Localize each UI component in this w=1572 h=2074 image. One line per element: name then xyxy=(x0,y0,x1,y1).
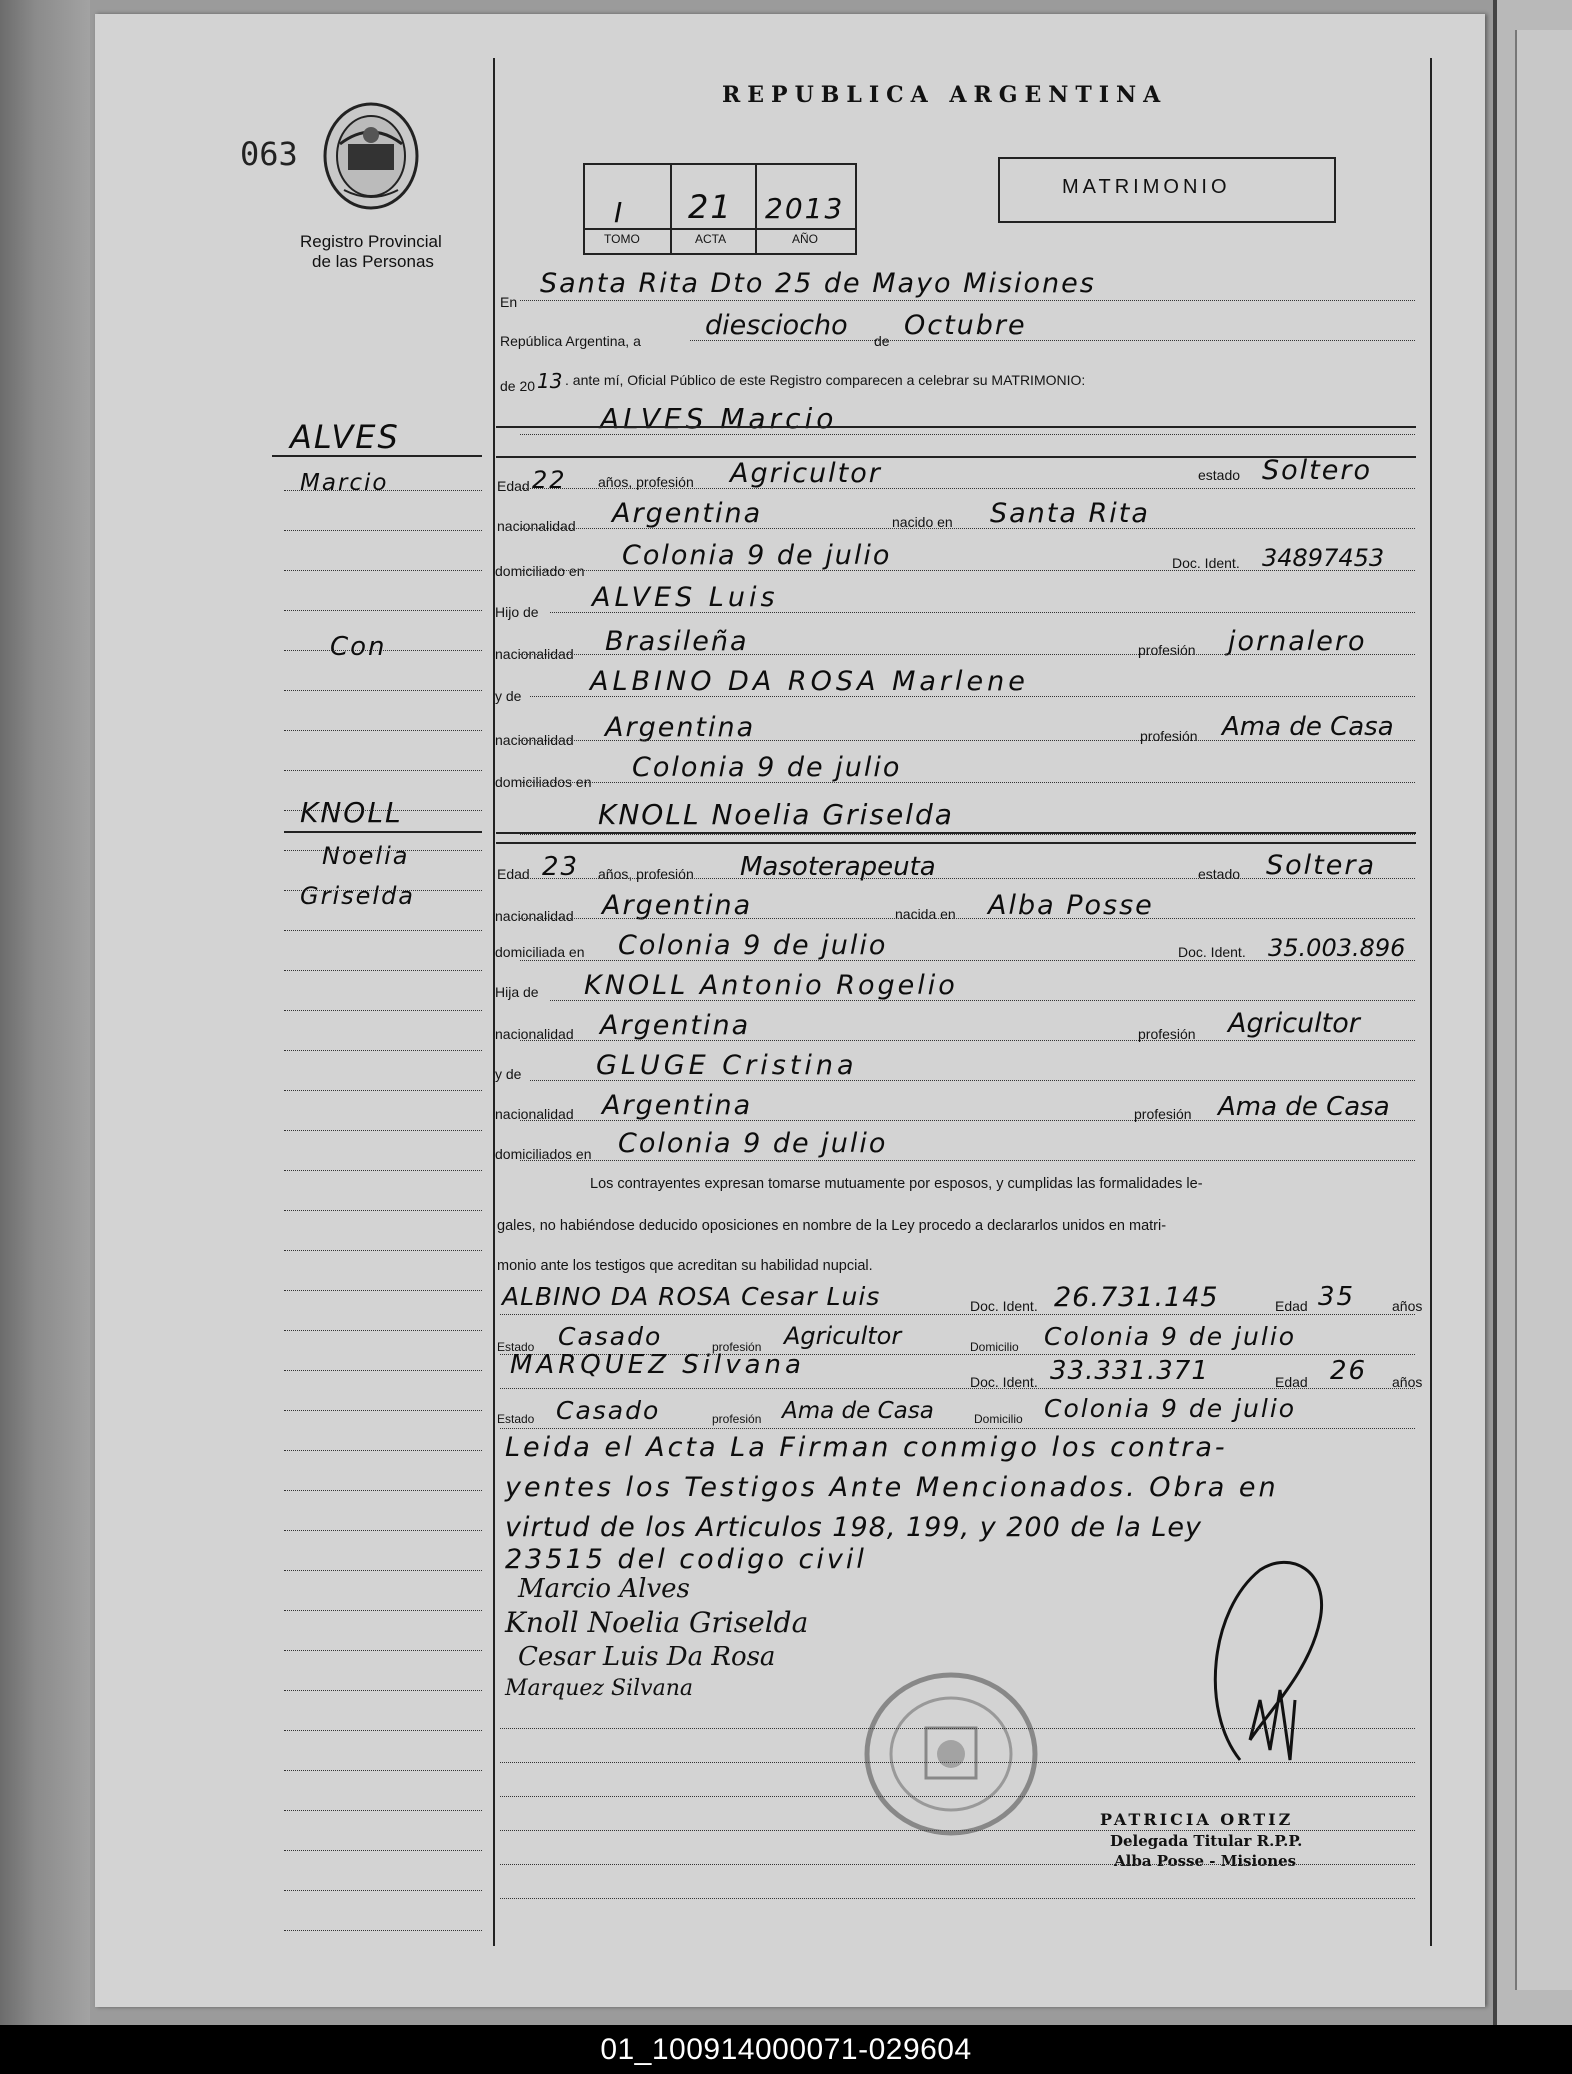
ruled-line xyxy=(284,810,482,811)
groom-padre-nac-label: nacionalidad xyxy=(495,646,574,662)
groom-yde-label: y de xyxy=(495,688,522,704)
anio-label: AÑO xyxy=(792,232,819,246)
groom-madre-prof: Ama de Casa xyxy=(1222,712,1394,742)
groom-padre-prof-label: profesión xyxy=(1138,642,1196,658)
closing-line4: 23515 del codigo civil xyxy=(505,1544,867,1575)
groom-padre-prof: jornalero xyxy=(1228,626,1367,657)
month-value: Octubre xyxy=(904,310,1027,341)
ruled-line xyxy=(500,1864,1415,1865)
official-stamp-icon xyxy=(862,1670,1040,1838)
right-rule xyxy=(1430,58,1432,1946)
signature-witness2: Marquez Silvana xyxy=(505,1676,693,1701)
bride-madre-nac-label: nacionalidad xyxy=(495,1106,574,1122)
scan-filename-caption: 01_100914000071-029604 xyxy=(0,2025,1572,2074)
ruled-line xyxy=(284,1930,482,1931)
witness2-profesion: Ama de Casa xyxy=(782,1398,934,1424)
republica-label: República Argentina, a xyxy=(500,333,641,349)
groom-profesion: Agricultor xyxy=(730,458,882,489)
bride-nacida-en: Alba Posse xyxy=(988,890,1154,921)
witness1-edad-label: Edad xyxy=(1275,1298,1308,1314)
groom-doc-label: Doc. Ident. xyxy=(1172,555,1240,571)
witness2-name: MARQUEZ Silvana xyxy=(510,1350,805,1380)
ruled-line xyxy=(500,1898,1415,1899)
witness2-doc-label: Doc. Ident. xyxy=(970,1374,1038,1390)
witness2-anos-label: años xyxy=(1392,1374,1423,1390)
groom-nac-label: nacionalidad xyxy=(497,518,576,534)
witness1-anos-label: años xyxy=(1392,1298,1423,1314)
witness1-doc: 26.731.145 xyxy=(1054,1282,1219,1313)
ruled-line xyxy=(284,1490,482,1491)
ruled-line xyxy=(284,690,482,691)
bride-domicilio: Colonia 9 de julio xyxy=(618,930,888,961)
bride-dom-label: domiciliada en xyxy=(495,944,585,960)
groom-anos-label: años, profesión xyxy=(598,474,694,490)
groom-estado-label: estado xyxy=(1198,467,1241,483)
ruled-line xyxy=(284,530,482,531)
ruled-line xyxy=(284,1010,482,1011)
margin-groom-surname: ALVES xyxy=(290,418,400,456)
official-signature xyxy=(1180,1550,1360,1780)
groom-full-name: ALVES Marcio xyxy=(600,402,838,435)
acta-label: ACTA xyxy=(695,232,727,246)
record-type-title: MATRIMONIO xyxy=(1062,176,1231,198)
ruled-line xyxy=(284,770,482,771)
bride-yde-label: y de xyxy=(495,1066,522,1082)
groom-madre-nac-label: nacionalidad xyxy=(495,732,574,748)
bride-anos-label: años, profesión xyxy=(598,866,694,882)
bride-profesion: Masoterapeuta xyxy=(740,852,936,882)
tomo-value: I xyxy=(614,196,625,229)
witness1-dom-label: Domicilio xyxy=(970,1340,1019,1354)
bride-nacionalidad: Argentina xyxy=(602,890,753,921)
ruled-line xyxy=(284,1690,482,1691)
groom-hijo-label: Hijo de xyxy=(495,604,539,620)
bride-nacida-label: nacida en xyxy=(895,906,956,922)
ruled-line xyxy=(284,1650,482,1651)
official-title: Delegada Titular R.P.P. xyxy=(1110,1832,1303,1850)
groom-madre: ALBINO DA ROSA Marlene xyxy=(590,666,1029,697)
en-label: En xyxy=(500,294,518,310)
tomo-label: TOMO xyxy=(604,232,640,246)
ruled-line xyxy=(284,490,482,491)
bride-madre-prof-label: profesión xyxy=(1134,1106,1192,1122)
ruled-line xyxy=(284,1890,482,1891)
bride-padre: KNOLL Antonio Rogelio xyxy=(584,970,958,1001)
groom-padre: ALVES Luis xyxy=(592,582,779,613)
witness1-prof-label: profesión xyxy=(712,1340,762,1354)
bride-nac-label: nacionalidad xyxy=(495,908,574,924)
ruled-line xyxy=(500,1728,1415,1729)
ruled-line xyxy=(284,1770,482,1771)
groom-madre-prof-label: profesión xyxy=(1140,728,1198,744)
ruled-line xyxy=(284,1530,482,1531)
witness2-doc: 33.331.371 xyxy=(1050,1356,1209,1386)
year-value: 13 xyxy=(537,369,563,393)
declaration-line2: gales, no habiéndose deducido oposiciones en nombre de la Ley procedo a declararlos unidos en matri- xyxy=(497,1218,1167,1234)
ruled-line xyxy=(500,1762,1415,1763)
margin-bride-name1: Noelia xyxy=(322,842,410,870)
witness2-estado-label: Estado xyxy=(497,1412,535,1426)
witness1-profesion: Agricultor xyxy=(784,1322,902,1350)
ruled-line xyxy=(284,610,482,611)
ruled-line xyxy=(284,650,482,651)
ruled-line xyxy=(284,1130,482,1131)
ruled-line xyxy=(284,890,482,891)
country-title: REPUBLICA ARGENTINA xyxy=(722,82,1168,108)
registry-name-line2: de las Personas xyxy=(312,252,434,271)
groom-madre-nac: Argentina xyxy=(605,712,756,743)
ruled-line xyxy=(284,1370,482,1371)
witness2-prof-label: profesión xyxy=(712,1412,762,1426)
bride-padre-prof: Agricultor xyxy=(1228,1008,1360,1039)
bride-doms-label: domiciliados en xyxy=(495,1146,592,1162)
anio-value: 2013 xyxy=(765,192,845,225)
day-value: diesciocho xyxy=(705,310,848,341)
province-seal-icon xyxy=(318,100,424,218)
ruled-line xyxy=(284,930,482,931)
witness1-estado-label: Estado xyxy=(497,1340,535,1354)
groom-estado: Soltero xyxy=(1262,455,1372,486)
signature-bride: Knoll Noelia Griselda xyxy=(505,1606,809,1639)
ruled-line xyxy=(284,1050,482,1051)
bride-hija-label: Hija de xyxy=(495,984,539,1000)
ruled-line xyxy=(284,1210,482,1211)
bride-padre-prof-label: profesión xyxy=(1138,1026,1196,1042)
bride-madre-nac: Argentina xyxy=(602,1090,753,1121)
closing-line1: Leida el Acta La Firman conmigo los contra- xyxy=(505,1432,1228,1463)
groom-edad: 22 xyxy=(532,466,567,494)
ruled-line xyxy=(284,730,482,731)
margin-bride-name2: Griselda xyxy=(300,882,416,910)
groom-nacido-en: Santa Rita xyxy=(990,498,1150,529)
signature-groom: Marcio Alves xyxy=(518,1574,690,1604)
declaration-line3: monio ante los testigos que acreditan su habilidad nupcial. xyxy=(497,1258,873,1274)
bride-doc-label: Doc. Ident. xyxy=(1178,944,1246,960)
groom-domicilio: Colonia 9 de julio xyxy=(622,540,892,571)
groom-edad-label: Edad xyxy=(497,478,530,494)
place-value: Santa Rita Dto 25 de Mayo Misiones xyxy=(540,268,1096,299)
bride-madre: GLUGE Cristina xyxy=(596,1050,858,1081)
ruled-line xyxy=(284,1570,482,1571)
ruled-line xyxy=(284,1730,482,1731)
bride-padres-dom: Colonia 9 de julio xyxy=(618,1128,888,1159)
ruled-line xyxy=(284,1410,482,1411)
bride-padre-nac-label: nacionalidad xyxy=(495,1026,574,1042)
ruled-line xyxy=(284,1170,482,1171)
groom-doms-label: domiciliados en xyxy=(495,774,592,790)
closing-line2: yentes los Testigos Ante Mencionados. Obra en xyxy=(505,1472,1279,1503)
ruled-line xyxy=(284,1810,482,1811)
ruled-line xyxy=(284,1290,482,1291)
witness2-dom-label: Domicilio xyxy=(974,1412,1023,1426)
groom-nacionalidad: Argentina xyxy=(612,498,763,529)
bride-edad-label: Edad xyxy=(497,866,530,882)
groom-padre-nac: Brasileña xyxy=(605,626,749,657)
page-number: 063 xyxy=(240,135,298,173)
witness1-edad: 35 xyxy=(1318,1282,1356,1312)
bride-madre-prof: Ama de Casa xyxy=(1218,1092,1390,1122)
ruled-line xyxy=(500,1796,1415,1797)
declaration-line1: Los contrayentes expresan tomarse mutuamente por esposos, y cumplidas las formalidades le- xyxy=(590,1176,1203,1192)
witness2-estado: Casado xyxy=(556,1396,661,1425)
groom-padres-dom: Colonia 9 de julio xyxy=(632,752,902,783)
ruled-line xyxy=(284,1850,482,1851)
bride-doc: 35.003.896 xyxy=(1268,934,1406,962)
witness2-edad: 26 xyxy=(1330,1356,1368,1386)
ruled-line xyxy=(500,1830,1415,1831)
intro-statement: . ante mí, Oficial Público de este Registro comparecen a celebrar su MATRIMONIO: xyxy=(565,372,1086,388)
margin-bride-surname: KNOLL xyxy=(300,796,403,829)
margin-rule xyxy=(493,58,495,1946)
ruled-line xyxy=(284,1610,482,1611)
signature-witness1: Cesar Luis Da Rosa xyxy=(518,1642,776,1672)
official-location: Alba Posse - Misiones xyxy=(1114,1852,1297,1870)
witness1-doc-label: Doc. Ident. xyxy=(970,1298,1038,1314)
ruled-line xyxy=(284,1330,482,1331)
acta-value: 21 xyxy=(688,188,733,226)
ruled-line xyxy=(284,570,482,571)
groom-doc: 34897453 xyxy=(1262,544,1385,572)
margin-groom-name: Marcio xyxy=(300,470,389,496)
witness2-edad-label: Edad xyxy=(1275,1374,1308,1390)
ruled-line xyxy=(284,1450,482,1451)
bride-edad: 23 xyxy=(542,852,580,882)
bride-estado: Soltera xyxy=(1266,850,1377,881)
book-binding xyxy=(0,0,90,2025)
witness2-domicilio: Colonia 9 de julio xyxy=(1044,1394,1297,1423)
ruled-line xyxy=(284,1250,482,1251)
bride-padre-nac: Argentina xyxy=(600,1010,751,1041)
bride-full-name: KNOLL Noelia Griselda xyxy=(598,798,954,831)
ruled-line xyxy=(284,850,482,851)
registry-name-line1: Registro Provincial xyxy=(300,232,442,251)
witness1-name: ALBINO DA ROSA Cesar Luis xyxy=(502,1282,881,1311)
year-prefix: de 20 xyxy=(500,378,536,394)
ruled-line xyxy=(284,970,482,971)
margin-connector: Con xyxy=(330,632,387,662)
bride-estado-label: estado xyxy=(1198,866,1241,882)
de-label: de xyxy=(874,333,890,349)
ruled-line xyxy=(284,1090,482,1091)
closing-line3: virtud de los Articulos 198, 199, y 200 de la Ley xyxy=(505,1512,1202,1543)
official-name: PATRICIA ORTIZ xyxy=(1100,1810,1294,1829)
witness1-domicilio: Colonia 9 de julio xyxy=(1044,1322,1297,1351)
groom-nacido-label: nacido en xyxy=(892,514,953,530)
witness1-estado: Casado xyxy=(558,1322,663,1351)
groom-dom-label: domiciliado en xyxy=(495,563,585,579)
